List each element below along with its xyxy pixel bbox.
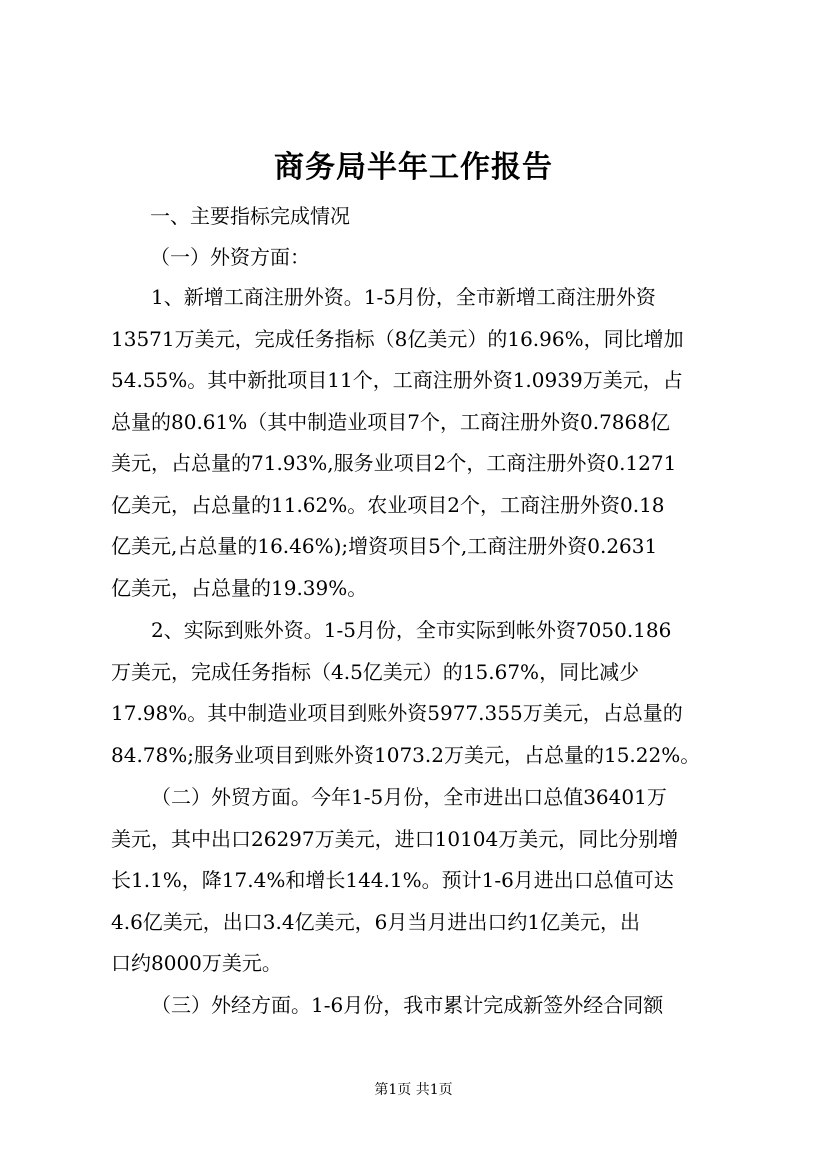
paragraph-line: 17.98%。其中制造业项目到账外资5977.355万美元，占总量的: [111, 701, 683, 725]
paragraph-foreign-economic: [111, 985, 731, 1027]
paragraph-line: （二）外贸方面。今年1-5月份，全市进出口总值36401万: [151, 785, 667, 809]
paragraph-line: 亿美元，占总量的11.62%。农业项目2个，工商注册外资0.18: [111, 492, 665, 517]
subsection-heading: （一）外资方面：: [150, 245, 310, 269]
paragraph-line: 13571万美元，完成任务指标（8亿美元）的16.96%，同比增加: [111, 326, 684, 351]
paragraph-line: 长1.1%，降17.4%和增长144.1%。预计1-6月进出口总值可达: [111, 868, 674, 892]
paragraph-line: （三）外经方面。1-6月份，我市累计完成新签外经合同额: [151, 993, 664, 1017]
paragraph-line: 2、实际到账外资。1-5月份，全市实际到帐外资7050.186: [151, 618, 672, 642]
paragraph-line: 亿美元,占总量的16.46%);增资项目5个,工商注册外资0.2631: [111, 534, 658, 558]
section-heading: 一、主要指标完成情况: [150, 204, 350, 228]
paragraph-new-registered-foreign-capital: [111, 277, 731, 609]
paragraph-line: 4.6亿美元，出口3.4亿美元，6月当月进出口约1亿美元，出: [111, 909, 641, 934]
paragraph-line: 总量的80.61%（其中制造业项目7个，工商注册外资0.7868亿: [111, 409, 670, 434]
paragraph-line: 口约8000万美元。: [111, 951, 282, 975]
paragraph-line: 亿美元，占总量的19.39%。: [111, 575, 368, 600]
paragraph-line: 美元，其中出口26297万美元，进口10104万美元，同比分别增: [111, 826, 679, 851]
page-footer: 第1页 共1页: [374, 1082, 453, 1098]
paragraph-actual-foreign-capital: [111, 610, 731, 776]
paragraph-foreign-trade: [111, 777, 731, 985]
paragraph-line: 54.55%。其中新批项目11个，工商注册外资1.0939万美元，占: [111, 368, 683, 392]
paragraph-line: 万美元，完成任务指标（4.5亿美元）的15.67%，同比减少: [111, 659, 640, 684]
document-title: 商务局半年工作报告: [274, 150, 553, 185]
paragraph-line: 美元，占总量的71.93%,服务业项目2个，工商注册外资0.1271: [111, 451, 677, 475]
paragraph-line: 84.78%;服务业项目到账外资1073.2万美元，占总量的15.22%。: [111, 742, 701, 767]
paragraph-line: 1、新增工商注册外资。1-5月份，全市新增工商注册外资: [151, 285, 656, 309]
